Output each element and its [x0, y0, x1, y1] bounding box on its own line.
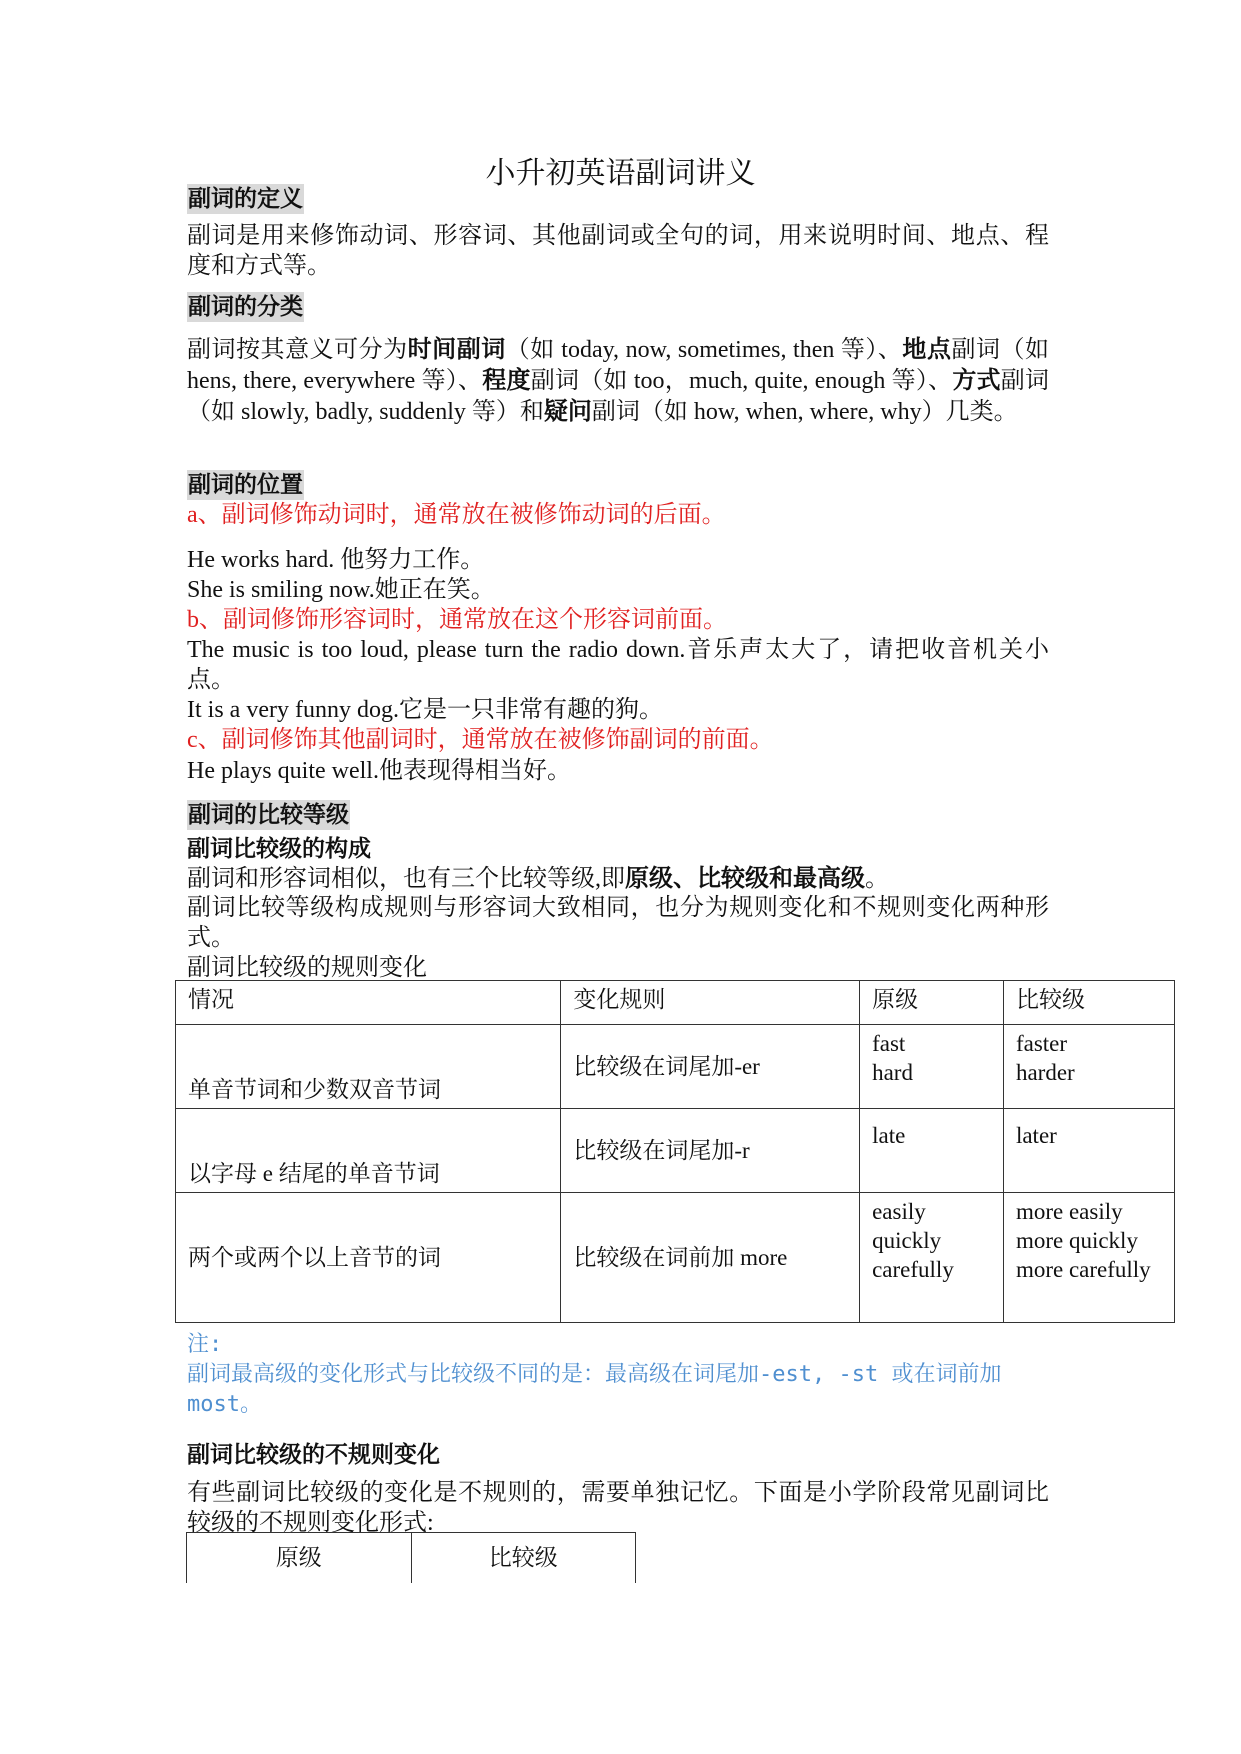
section-definition-heading: 副词的定义: [188, 186, 303, 212]
rule-b: b、副词修饰形容词时，通常放在这个形容词前面。: [187, 607, 727, 633]
section-position-heading: 副词的位置: [188, 472, 303, 498]
section-irregular-heading: 副词比较级的不规则变化: [187, 1442, 440, 1468]
cell-base: late: [860, 1109, 1004, 1193]
header-base: 原级: [187, 1533, 412, 1583]
definition-text: 副词是用来修饰动词、形容词、其他副词或全句的词，用来说明时间、地点、程度和方式等。: [187, 223, 1049, 279]
rule-c: c、副词修饰其他副词时，通常放在被修饰副词的前面。: [187, 727, 774, 753]
table-row: [176, 1025, 1175, 1109]
rule-a: a、副词修饰动词时，通常放在被修饰动词的后面。: [187, 502, 726, 528]
table-row: [176, 1109, 1175, 1193]
cell-comparative: more easily more quickly more carefully: [1003, 1193, 1174, 1323]
cell-rule: 比较级在词尾加-r: [561, 1109, 860, 1193]
example-a1: He works hard. 他努力工作。: [187, 547, 485, 573]
comparison-line1: 副词和形容词相似，也有三个比较等级,即原级、比较级和最高级。: [187, 864, 889, 892]
irregular-text: 有些副词比较级的变化是不规则的，需要单独记忆。下面是小学阶段常见副词比较级的不规则变化形式:: [187, 1480, 1049, 1536]
page-title: 小升初英语副词讲义: [485, 157, 756, 190]
example-b1: The music is too loud, please turn the radio down.音乐声太大了，请把收音机关小点。: [187, 637, 1049, 693]
example-b2: It is a very funny dog.它是一只非常有趣的狗。: [187, 697, 663, 723]
header-situation: 情况: [176, 981, 561, 1025]
table-header-row: [187, 1533, 636, 1583]
section-comparison-heading: 副词的比较等级: [188, 802, 349, 828]
header-comparative: 比较级: [411, 1533, 636, 1583]
irregular-comparison-table: [186, 1532, 636, 1583]
header-rule: 变化规则: [561, 981, 860, 1025]
regular-table-caption: 副词比较级的规则变化: [187, 955, 427, 981]
header-comparative: 比较级: [1003, 981, 1174, 1025]
classification-text: 副词按其意义可分为时间副词（如 today, now, sometimes, then 等）、地点副词（如 hens, there, everywhere 等）、程度副词（如 too，much, quite, enough 等）、方式副词（如 slowly, badly, suddenly 等）和疑问副词（如 how, when, where, why）几类。: [187, 335, 1050, 425]
cell-rule: 比较级在词前加 more: [561, 1193, 860, 1323]
table-row: [176, 1193, 1175, 1323]
table-header-row: [176, 981, 1175, 1025]
cell-base: fast hard: [860, 1025, 1004, 1109]
cell-comparative: later: [1003, 1109, 1174, 1193]
regular-comparison-table: [175, 980, 1175, 1323]
cell-situation: 单音节词和少数双音节词: [176, 1025, 561, 1109]
example-c1: He plays quite well.他表现得相当好。: [187, 758, 571, 784]
cell-situation: 两个或两个以上音节的词: [176, 1193, 561, 1323]
comparison-subheading: 副词比较级的构成: [187, 836, 371, 862]
comparison-line2: 副词比较等级构成规则与形容词大致相同，也分为规则变化和不规则变化两种形式。: [187, 895, 1049, 951]
note-label: 注:: [187, 1332, 223, 1357]
note-body: 副词最高级的变化形式与比较级不同的是：最高级在词尾加-est, -st 或在词前加 most。: [187, 1362, 1002, 1417]
cell-rule: 比较级在词尾加-er: [561, 1025, 860, 1109]
cell-base: easily quickly carefully: [860, 1193, 1004, 1323]
cell-situation: 以字母 e 结尾的单音节词: [176, 1109, 561, 1193]
example-a2: She is smiling now.她正在笑。: [187, 577, 495, 603]
irregular-table-wrapper: [186, 1532, 636, 1586]
section-classification-heading: 副词的分类: [188, 294, 303, 320]
cell-comparative: faster harder: [1003, 1025, 1174, 1109]
header-base: 原级: [860, 981, 1004, 1025]
